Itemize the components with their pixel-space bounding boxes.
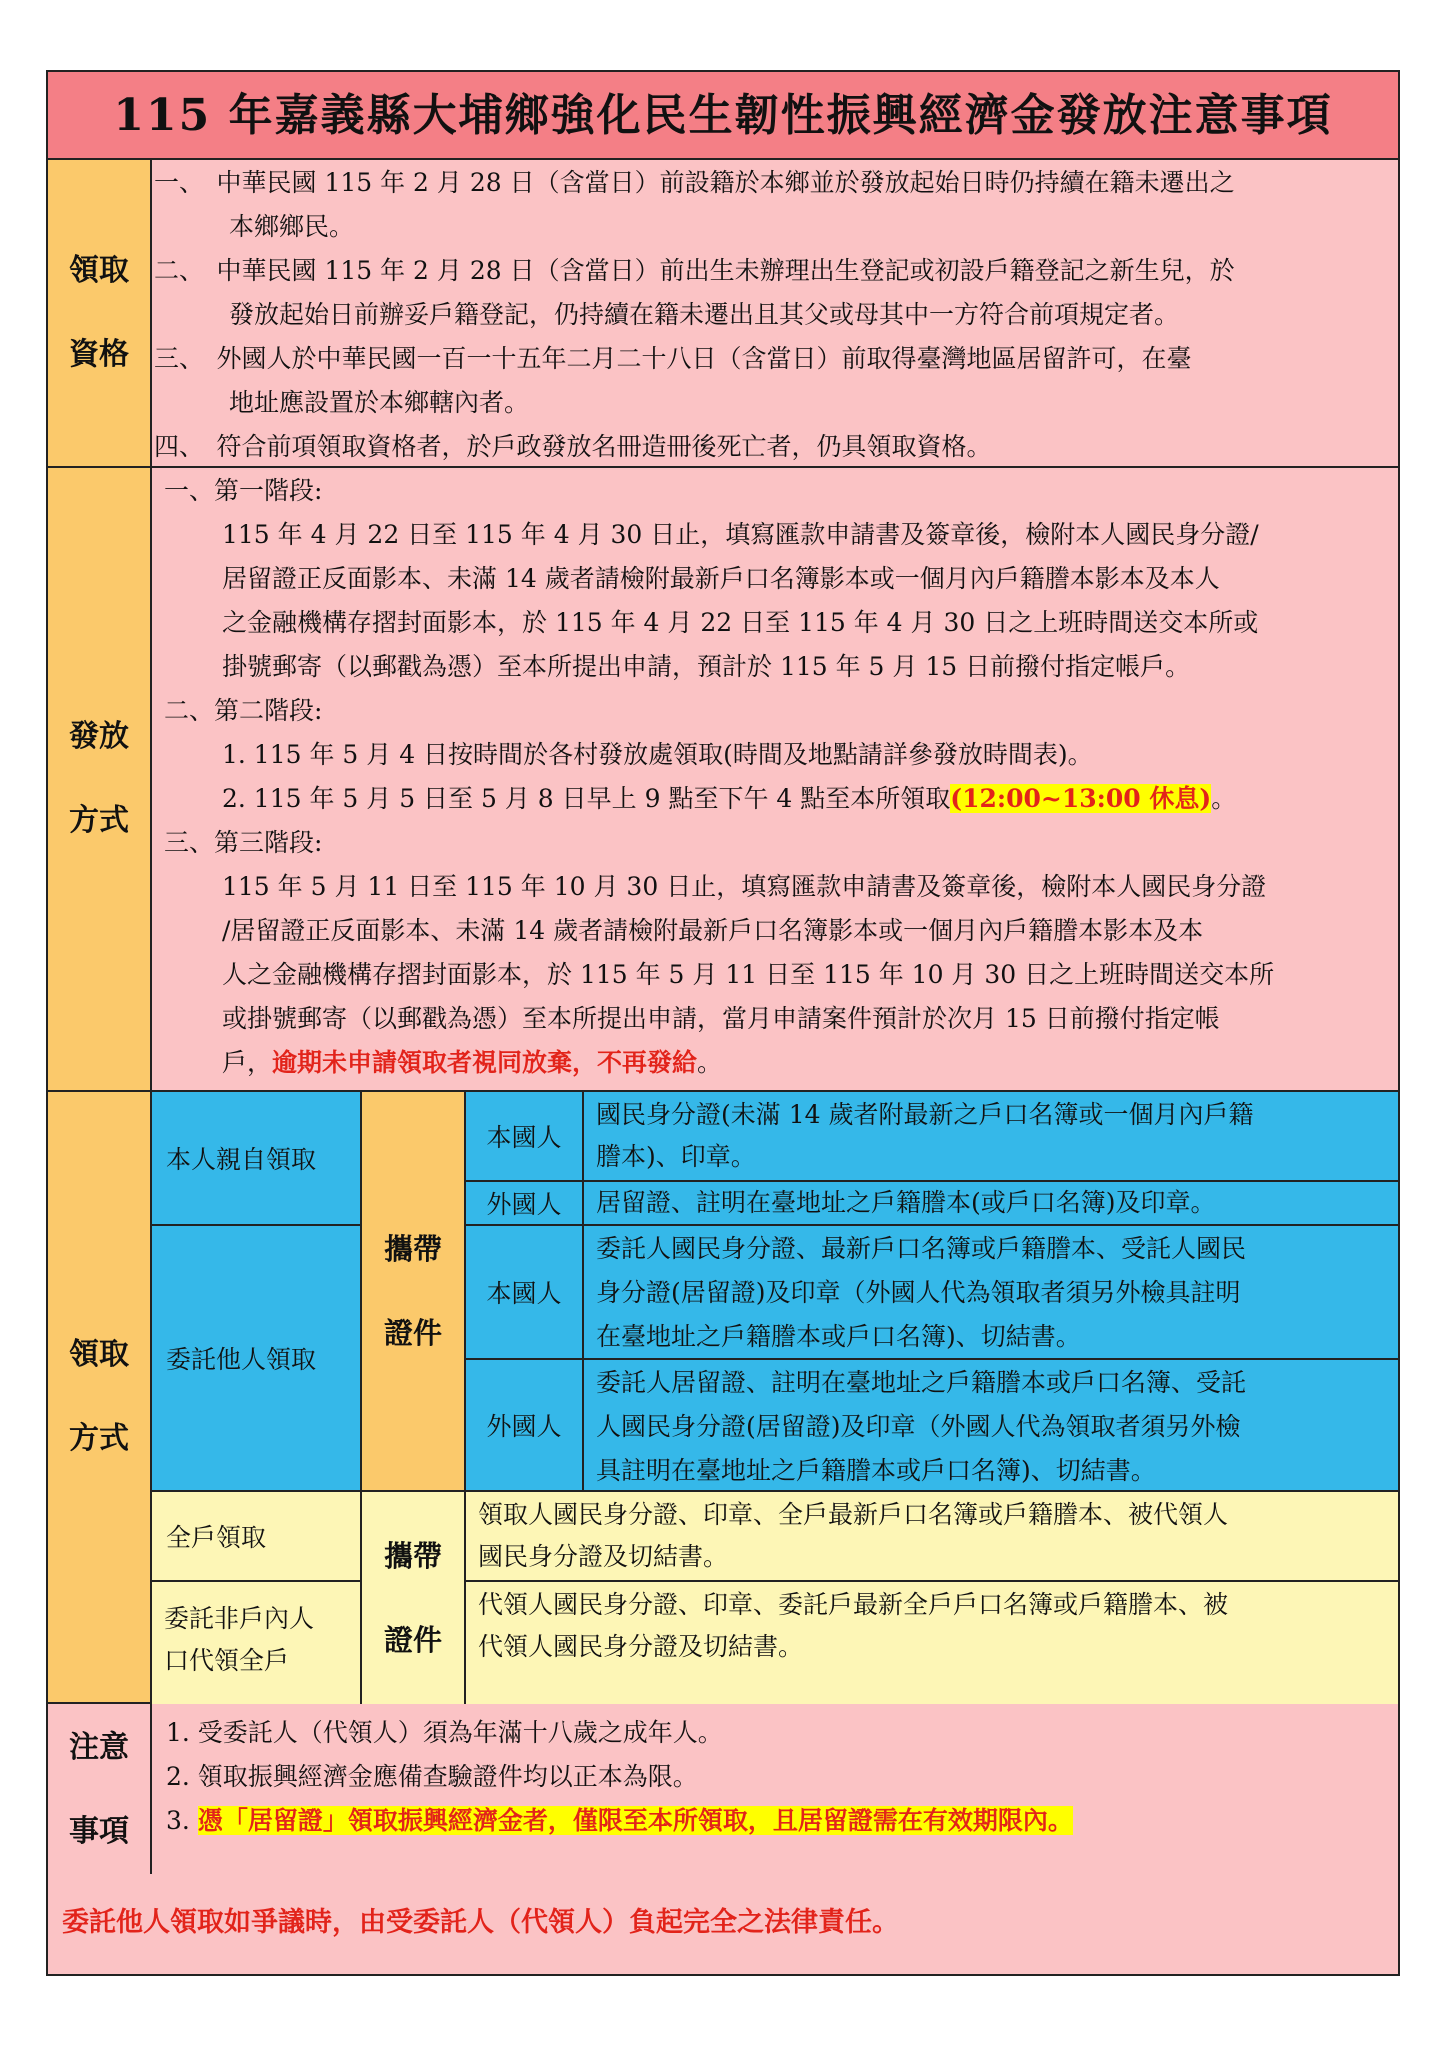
stage1-line: 之金融機構存摺封面影本，於 115 年 4 月 22 日至 115 年 4 月 30 日之上班時間送交本所或 (222, 608, 1259, 637)
eligibility-line: 地址應設置於本鄉轄內者。 (154, 388, 530, 417)
eligibility-line: 發放起始日前辦妥戶籍登記，仍持續在籍未遷出且其父或母其中一方符合前項規定者。 (154, 300, 1180, 329)
stage1-line: 居留證正反面影本、未滿 14 歲者請檢附最新戶口名簿影本或一個月內戶籍謄本影本及本人 (222, 564, 1220, 593)
self-citizen-cell (466, 1092, 584, 1182)
doc-line: 代領人國民身分證及切結書。 (478, 1632, 804, 1661)
note-3-number: 3. (166, 1806, 198, 1835)
distribution-label (48, 468, 152, 1090)
distribution-content (152, 468, 1398, 1090)
doc-line: 人國民身分證(居留證)及印章（外國人代為領取者須另外檢 (596, 1412, 1241, 1441)
doc-line: 委託人國民身分證、最新戶口名簿或戶籍謄本、受託人國民 (596, 1234, 1247, 1263)
doc-line: 領取人國民身分證、印章、全戶最新戶口名簿或戶籍謄本、被代領人 (478, 1500, 1229, 1529)
claim-label (48, 1092, 152, 1702)
nonmember-label-2: 口代領全戶 (164, 1646, 290, 1675)
nonmember-docs (466, 1582, 1398, 1704)
stage1-title: 一、第一階段: (164, 476, 323, 505)
foreigner-label: 外國人 (486, 1190, 562, 1219)
notes-label-2: 事項 (69, 1814, 129, 1849)
notes-label-1: 注意 (69, 1730, 129, 1765)
stage2-title: 二、第二階段: (164, 696, 323, 725)
nonmember-label-1: 委託非戶內人 (164, 1604, 315, 1633)
eligibility-label (48, 160, 152, 466)
liability-footer (48, 1874, 1398, 1974)
notes-content (152, 1704, 1398, 1876)
self-pickup-label: 本人親自領取 (166, 1145, 317, 1174)
eligibility-content (152, 160, 1398, 466)
doc-line: 委託人居留證、註明在臺地址之戶籍謄本或戶口名簿、受託 (596, 1368, 1247, 1397)
stage3-line: 115 年 5 月 11 日至 115 年 10 月 30 日止，填寫匯款申請書及簽章後，檢附本人國民身分證 (222, 872, 1267, 901)
distribution-section (48, 468, 1398, 1092)
stage3-last-end: 。 (697, 1048, 723, 1077)
stage3-line: /居留證正反面影本、未滿 14 歲者請檢附最新戶口名簿影本或一個月內戶籍謄本影本及本 (222, 916, 1204, 945)
bring-docs-label-2: 證件 (383, 1623, 442, 1657)
notes-label (48, 1704, 152, 1876)
eligibility-label-2: 資格 (69, 337, 129, 372)
eligibility-line: 本鄉鄉民。 (154, 212, 355, 241)
eligibility-section (48, 160, 1398, 468)
delegate-label: 委託他人領取 (166, 1345, 317, 1374)
doc-line: 身分證(居留證)及印章（外國人代為領取者須另外檢具註明 (596, 1278, 1241, 1307)
self-foreigner-docs (584, 1182, 1398, 1226)
eligibility-label-1: 領取 (69, 253, 129, 288)
eligibility-line: 一、 中華民國 115 年 2 月 28 日（含當日）前設籍於本鄉並於發放起始日時仍持續在籍未遷出之 (154, 168, 1235, 197)
delegate-foreigner-cell (466, 1360, 584, 1492)
claim-label-1: 領取 (69, 1337, 129, 1372)
stage3-line: 或掛號郵寄（以郵戳為憑）至本所提出申請，當月申請案件預計於次月 15 日前撥付指定帳 (222, 1004, 1220, 1033)
doc-line: 在臺地址之戶籍謄本或戶口名簿)、切結書。 (596, 1322, 1081, 1351)
stage3-line-last (222, 1048, 722, 1078)
nonmember-cell (152, 1582, 362, 1704)
note-item: 1. 受委託人（代領人）須為年滿十八歲之成年人。 (166, 1718, 723, 1747)
lunch-break-highlight: (12:00~13:00 休息) (950, 784, 1212, 813)
citizen-label: 本國人 (486, 1123, 562, 1152)
claim-label-2: 方式 (69, 1421, 129, 1456)
household-cell (152, 1492, 362, 1582)
bring-docs-label-2: 證件 (383, 1316, 442, 1350)
delegate-foreigner-docs (584, 1360, 1398, 1492)
page-title: 115 年嘉義縣大埔鄉強化民生韌性振興經濟金發放注意事項 (48, 72, 1398, 160)
self-foreigner-cell (466, 1182, 584, 1226)
delegate-citizen-docs (584, 1226, 1398, 1360)
deadline-warning: 逾期未申請領取者視同放棄，不再發給 (272, 1048, 698, 1077)
stage2-line-2-text: 2. 115 年 5 月 5 日至 5 月 8 日早上 9 點至下午 4 點至本所領取 (222, 784, 951, 813)
self-pickup-cell (152, 1092, 362, 1226)
doc-line: 國民身分證(未滿 14 歲者附最新之戶口名簿或一個月內戶籍 (596, 1100, 1254, 1129)
doc-line: 國民身分證及切結書。 (478, 1542, 729, 1571)
claim-grid (152, 1092, 1398, 1702)
residence-permit-warning: 憑「居留證」領取振興經濟金者，僅限至本所領取，且居留證需在有效期限內。 (197, 1806, 1073, 1835)
stage3-last-text: 戶， (222, 1048, 273, 1077)
doc-line: 具註明在臺地址之戶籍謄本或戶口名簿)、切結書。 (596, 1456, 1156, 1485)
notes-section (48, 1704, 1398, 1878)
eligibility-line: 二、 中華民國 115 年 2 月 28 日（含當日）前出生未辦理出生登記或初設戶籍登記之新生兒，於 (154, 256, 1235, 285)
stage2-line-2 (222, 784, 1236, 814)
delegate-citizen-cell (466, 1226, 584, 1360)
notice-table (46, 70, 1400, 1976)
self-citizen-docs (584, 1092, 1398, 1182)
doc-line: 居留證、註明在臺地址之戶籍謄本(或戶口名簿)及印章。 (596, 1188, 1216, 1217)
citizen-label: 本國人 (486, 1279, 562, 1308)
eligibility-line: 三、 外國人於中華民國一百一十五年二月二十八日（含當日）前取得臺灣地區居留許可，在臺 (154, 344, 1192, 373)
eligibility-line: 四、 符合前項領取資格者，於戶政發放名冊造冊後死亡者，仍具領取資格。 (154, 432, 992, 461)
liability-statement: 委託他人領取如爭議時，由受委託人（代領人）負起完全之法律責任。 (62, 1907, 899, 1938)
stage2-line-2-end: 。 (1211, 784, 1237, 813)
bring-docs-lower (362, 1492, 466, 1704)
delegate-cell (152, 1226, 362, 1492)
distribution-label-1: 發放 (69, 719, 129, 754)
bring-docs-label-1: 攜帶 (383, 1232, 442, 1266)
household-label: 全戶領取 (166, 1523, 267, 1552)
doc-line: 謄本)、印章。 (596, 1142, 756, 1171)
doc-line: 代領人國民身分證、印章、委託戶最新全戶戶口名簿或戶籍謄本、被 (478, 1590, 1229, 1619)
bring-docs-upper (362, 1092, 466, 1492)
household-docs (466, 1492, 1398, 1582)
note-item-3 (166, 1806, 1073, 1836)
stage1-line: 115 年 4 月 22 日至 115 年 4 月 30 日止，填寫匯款申請書及簽章後，檢附本人國民身分證/ (222, 520, 1259, 549)
stage3-line: 人之金融機構存摺封面影本，於 115 年 5 月 11 日至 115 年 10 月 30 日之上班時間送交本所 (222, 960, 1275, 989)
stage3-title: 三、第三階段: (164, 828, 323, 857)
note-item: 2. 領取振興經濟金應備查驗證件均以正本為限。 (166, 1762, 698, 1791)
bring-docs-label-1: 攜帶 (383, 1539, 442, 1573)
foreigner-label: 外國人 (486, 1412, 562, 1441)
stage2-line-1: 1. 115 年 5 月 4 日按時間於各村發放處領取(時間及地點請詳參發放時間表)。 (222, 740, 1093, 769)
claim-section (48, 1092, 1398, 1704)
distribution-label-2: 方式 (69, 803, 129, 838)
stage1-line: 掛號郵寄（以郵戳為憑）至本所提出申請，預計於 115 年 5 月 15 日前撥付指定帳戶。 (222, 652, 1191, 681)
